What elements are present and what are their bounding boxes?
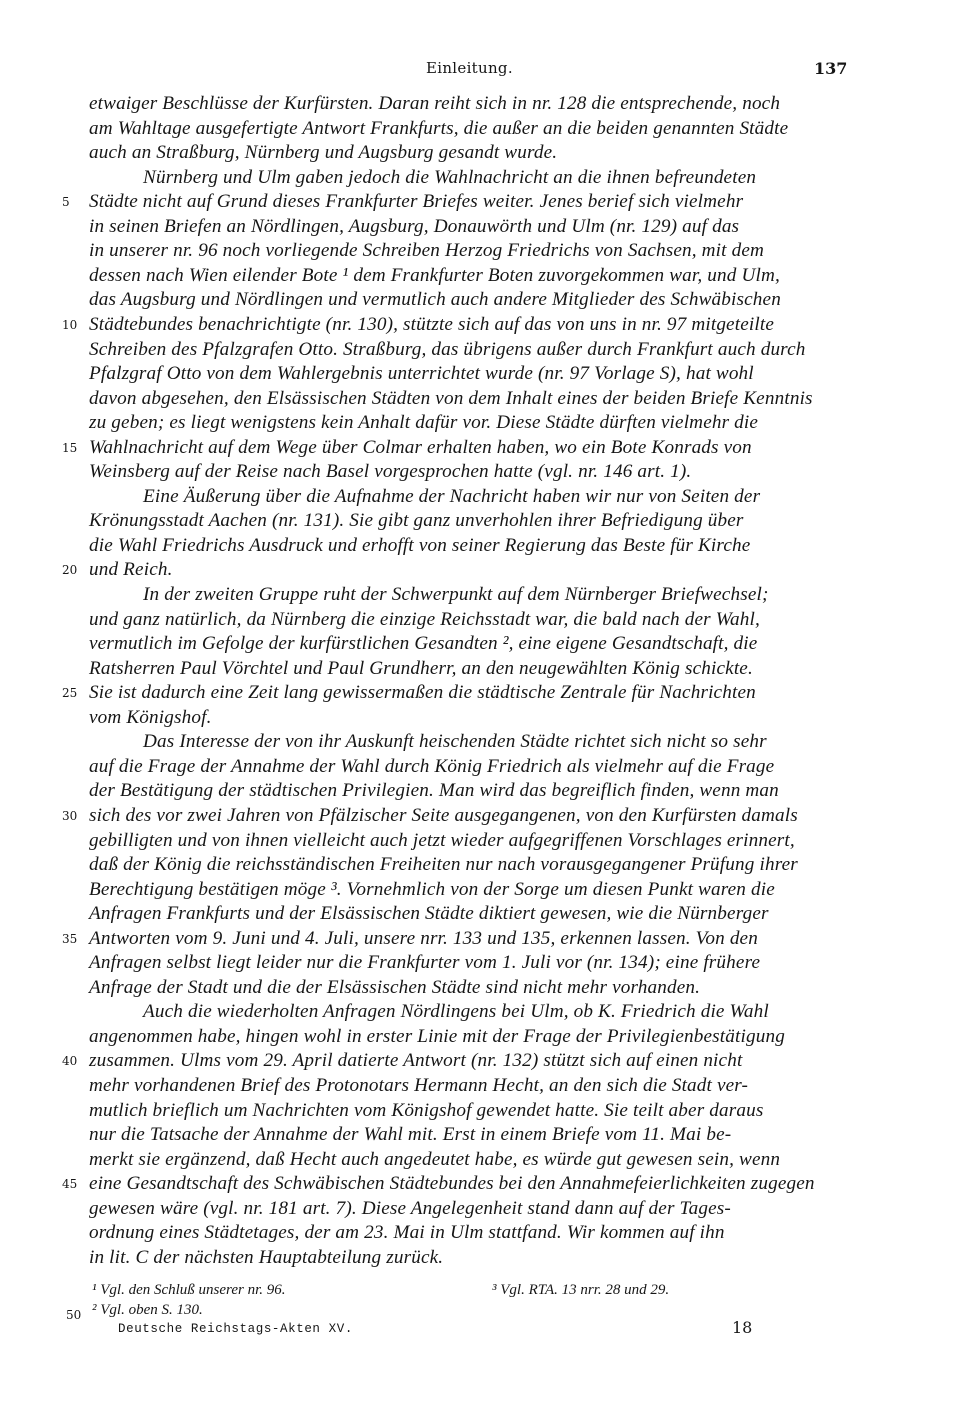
line-text: und ganz natürlich, da Nürnberg die einzige Reichsstadt war, die bald nach der Wahl, <box>89 608 760 630</box>
text-line <box>0 238 960 264</box>
text-line <box>0 410 960 436</box>
text-line <box>0 926 960 952</box>
text-line <box>0 950 960 976</box>
line-text: und Reich. <box>89 559 173 581</box>
text-line <box>0 91 960 117</box>
text-line <box>0 140 960 166</box>
text-line <box>0 1171 960 1197</box>
footnote-3: ³ Vgl. RTA. 13 nrr. 28 und 29. <box>492 1282 670 1298</box>
text-line <box>0 533 960 559</box>
text-line <box>0 828 960 854</box>
text-line <box>0 116 960 142</box>
line-text: Schreiben des Pfalzgrafen Otto. Straßburg, das übrigens außer durch Frankfurt auch durch <box>89 338 806 360</box>
page-header <box>0 59 960 81</box>
text-line <box>0 975 960 1001</box>
text-line <box>0 1147 960 1173</box>
text-line <box>0 287 960 313</box>
text-line <box>0 656 960 682</box>
line-text: vermutlich im Gefolge der kurfürstlichen Gesandten ², eine eigene Gesandtschaft, die <box>89 633 758 655</box>
text-line <box>0 508 960 534</box>
text-line <box>0 729 960 755</box>
line-text: Auch die wiederholten Anfragen Nördlingens bei Ulm, ob K. Friedrich die Wahl <box>143 1001 769 1023</box>
text-line <box>0 386 960 412</box>
text-line <box>0 607 960 633</box>
text-line <box>0 557 960 583</box>
text-line <box>0 754 960 780</box>
line-text: daß der König die reichsständischen Freiheiten nur nach vorausgegangener Prüfung ihrer <box>89 854 798 876</box>
line-text: Ratsherren Paul Vörchtel und Paul Grundherr, an den neugewählten König schickte. <box>89 657 753 679</box>
footnote-1: ¹ Vgl. den Schluß unserer nr. 96. <box>92 1282 286 1298</box>
line-text: Krönungsstadt Aachen (nr. 131). Sie gibt ganz unverhohlen ihrer Befriedigung über <box>89 510 744 532</box>
line-number: 30 <box>62 808 78 823</box>
line-text: gebilligten und von ihnen vielleicht auch jetzt wieder aufgegriffenen Vorschlages erinnert, <box>89 829 795 851</box>
line-text: Berechtigung bestätigen möge ³. Vornehmlich von der Sorge um diesen Punkt waren die <box>89 878 775 900</box>
text-line <box>0 312 960 338</box>
text-line <box>0 999 960 1025</box>
text-line <box>0 484 960 510</box>
line-number: 45 <box>62 1177 78 1192</box>
line-text: ordnung eines Städtetages, der am 23. Mai in Ulm stattfand. Wir kommen auf ihn <box>89 1222 725 1244</box>
text-line <box>0 361 960 387</box>
line-text: die Wahl Friedrichs Ausdruck und erhofft von seiner Regierung das Beste für Kirche <box>89 534 751 556</box>
line-number: 40 <box>62 1054 78 1069</box>
line-text: nur die Tatsache der Annahme der Wahl mit. Erst in einem Briefe vom 11. Mai be- <box>89 1124 732 1146</box>
source-signature: Deutsche Reichstags-Akten XV. <box>118 1322 353 1336</box>
text-line <box>0 1196 960 1222</box>
line-text: davon abgesehen, den Elsässischen Städten von dem Inhalt eines der beiden Briefe Kenntnis <box>89 387 813 409</box>
text-line <box>0 337 960 363</box>
line-text: am Wahltage ausgefertigte Antwort Frankfurts, die außer an die beiden genannten Städte <box>89 117 789 139</box>
line-text: dessen nach Wien eilender Bote ¹ dem Frankfurter Boten zuvorgekommen war, und Ulm, <box>89 264 780 286</box>
text-line <box>0 778 960 804</box>
line-text: mutlich brieflich um Nachrichten vom Königshof gewendet hatte. Sie teilt aber daraus <box>89 1099 764 1121</box>
line-text: Anfragen selbst liegt leider nur die Frankfurter vom 1. Juli vor (nr. 134); eine frühere <box>89 952 761 974</box>
line-text: auf die Frage der Annahme der Wahl durch König Friedrich als vielmehr auf die Frage <box>89 755 775 777</box>
line-text: sich des vor zwei Jahren von Pfälzischer Seite ausgegangenen, von den Kurfürsten damals <box>89 804 798 826</box>
text-line <box>0 1245 960 1271</box>
line-text: In der zweiten Gruppe ruht der Schwerpunkt auf dem Nürnberger Briefwechsel; <box>143 584 769 605</box>
line-text: zusammen. Ulms vom 29. April datierte Antwort (nr. 132) stützt sich auf einen nicht <box>89 1050 743 1072</box>
line-text: in lit. C der nächsten Hauptabteilung zurück. <box>89 1246 444 1268</box>
line-text: Städtebundes benachrichtigte (nr. 130), stützte sich auf das von uns in nr. 97 mitgeteilte <box>89 313 774 335</box>
line-text: in unserer nr. 96 noch vorliegende Schreiben Herzog Friedrichs von Sachsen, mit dem <box>89 240 764 262</box>
line-text: Nürnberg und Ulm gaben jedoch die Wahlnachricht an die ihnen befreundeten <box>143 166 757 188</box>
line-text: Pfalzgraf Otto von dem Wahlergebnis unterrichtet wurde (nr. 97 Vorlage S), hat wohl <box>89 363 754 385</box>
text-line <box>0 877 960 903</box>
line-text: angenommen habe, hingen wohl in erster Linie mit der Frage der Privilegienbestätigung <box>89 1025 785 1047</box>
text-line <box>0 189 960 215</box>
line-text: gewesen wäre (vgl. nr. 181 art. 7). Diese Angelegenheit stand dann auf der Tages- <box>89 1197 731 1219</box>
text-line <box>0 459 960 485</box>
line-text: merkt sie ergänzend, daß Hecht auch angedeutet habe, es würde gut gewesen sein, wenn <box>89 1148 781 1170</box>
text-line <box>0 852 960 878</box>
line-number: 35 <box>62 931 78 946</box>
line-text: mehr vorhandenen Brief des Protonotars Hermann Hecht, an den sich die Stadt ver- <box>89 1075 749 1096</box>
line-text: Eine Äußerung über die Aufnahme der Nachricht haben wir nur von Seiten der <box>143 485 761 507</box>
text-line <box>0 680 960 706</box>
text-line <box>0 1073 960 1099</box>
line-text: auch an Straßburg, Nürnberg und Augsburg gesandt wurde. <box>89 142 558 164</box>
text-line <box>0 705 960 731</box>
line-number: 25 <box>62 686 78 701</box>
line-text: etwaiger Beschlüsse der Kurfürsten. Daran reiht sich in nr. 128 die entsprechende, noch <box>89 93 781 114</box>
line-number: 50 <box>66 1308 82 1322</box>
line-text: Städte nicht auf Grund dieses Frankfurter Briefes weiter. Jenes berief sich vielmehr <box>89 191 744 213</box>
line-number: 5 <box>62 195 70 210</box>
line-text: vom Königshof. <box>89 706 212 728</box>
line-text: der Bestätigung der städtischen Privilegien. Man wird das begreiflich finden, wenn man <box>89 780 779 802</box>
line-text: das Augsburg und Nördlingen und vermutlich auch andere Mitglieder des Schwäbischen <box>89 289 781 311</box>
text-line <box>0 1098 960 1124</box>
text-line <box>0 214 960 240</box>
line-text: eine Gesandtschaft des Schwäbischen Städtebundes bei den Annahmefeierlichkeiten zugegen <box>89 1173 815 1195</box>
line-text: zu geben; es liegt wenigstens kein Anhalt dafür vor. Diese Städte dürften vielmehr die <box>89 412 759 434</box>
text-line <box>0 803 960 829</box>
text-line <box>0 631 960 657</box>
text-line <box>0 165 960 191</box>
line-text: Anfragen Frankfurts und der Elsässischen Städte diktiert gewesen, wie die Nürnberger <box>89 903 769 925</box>
line-text: Anfrage der Stadt und die der Elsässischen Städte sind nicht mehr vorhanden. <box>89 976 701 998</box>
text-line <box>0 901 960 927</box>
text-line <box>0 582 960 608</box>
line-text: Sie ist dadurch eine Zeit lang gewissermaßen die städtische Zentrale für Nachrichten <box>89 682 756 704</box>
line-text: Weinsberg auf der Reise nach Basel vorgesprochen hatte (vgl. nr. 146 art. 1). <box>89 461 692 483</box>
line-text: Wahlnachricht auf dem Wege über Colmar erhalten haben, wo ein Bote Konrads von <box>89 436 752 458</box>
text-line <box>0 1024 960 1050</box>
line-text: Das Interesse der von ihr Auskunft heischenden Städte richtet sich nicht so sehr <box>143 731 767 753</box>
sheet-signature: 18 <box>732 1318 753 1337</box>
text-line <box>0 1122 960 1148</box>
running-title: Einleitung. <box>426 59 513 77</box>
line-number: 10 <box>62 317 78 332</box>
text-line <box>0 1220 960 1246</box>
footnote-2: ² Vgl. oben S. 130. <box>92 1302 203 1318</box>
text-line <box>0 263 960 289</box>
line-text: in seinen Briefen an Nördlingen, Augsburg, Donauwörth und Ulm (nr. 129) auf das <box>89 215 740 237</box>
text-line <box>0 435 960 461</box>
page-number: 137 <box>814 59 848 78</box>
line-number: 15 <box>62 440 78 455</box>
line-number: 20 <box>62 563 78 578</box>
line-text: Antworten vom 9. Juni und 4. Juli, unsere nrr. 133 und 135, erkennen lassen. Von den <box>89 927 758 949</box>
text-line <box>0 1048 960 1074</box>
